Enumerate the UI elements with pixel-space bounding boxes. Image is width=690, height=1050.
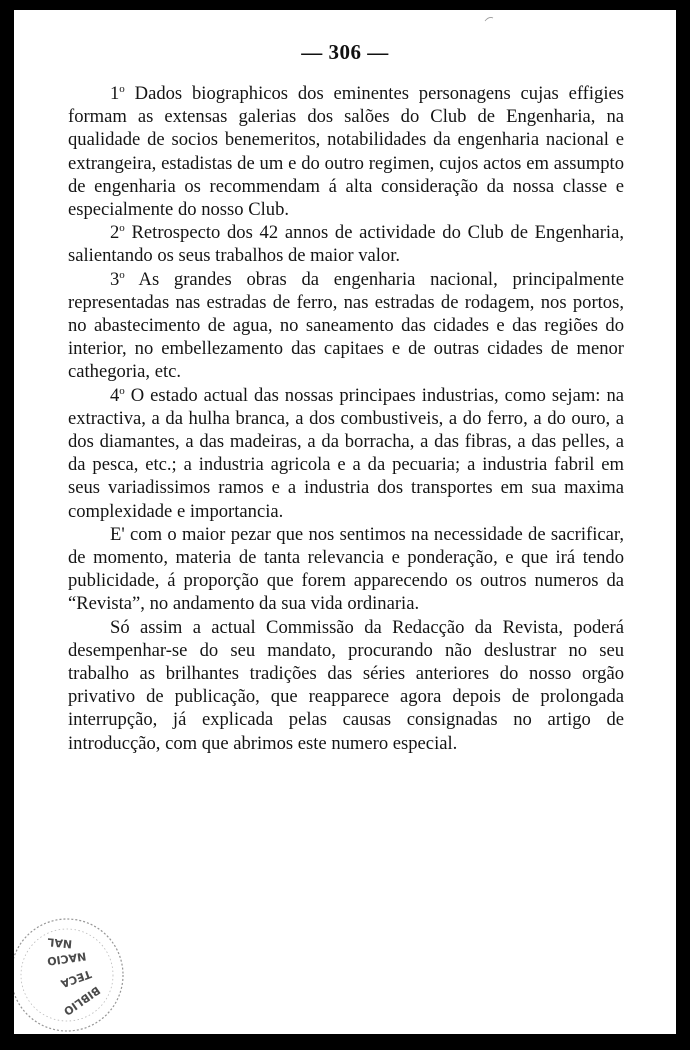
svg-text:BIBLIO: BIBLIO [61,983,103,1018]
svg-text:TECA: TECA [58,967,94,991]
svg-text:NACIO: NACIO [46,949,87,968]
ink-speck [484,16,494,22]
document-page [14,10,676,1034]
paragraph-2: 2$^o$ Retrospecto dos 42 annos de actividade do Club de Engenharia, salientando os seus trabalhos de maior valor. [68,222,624,267]
paragraph-3: 3$^o$ As grandes obras da engenharia nacional, principalmente representadas nas estradas de ferro, nas estradas de rodagem, nos portos, no abastecimento de agua, no saneamento das cidades e das regiões do interior, no embellezamento das capitaes e de outras cidades de menor cathegoria, etc. [68,268,624,383]
body-text [68,82,624,755]
paragraph-4: 4$^o$ O estado actual das nossas principaes industrias, como sejam: na extractiva, a da hulha branca, a dos combustiveis, a do ferro, a do ouro, a dos diamantes, a das madeiras, a da borracha, a das fibras, a das pelles, a da pesca, etc.; a industria agricola e a da pecuaria; a industria fabril em seus variadissimos ramos e a industria dos transportes em sua maxima complexidade e importancia. [68,384,624,522]
paragraph-5: E' com o maior pezar que nos sentimos na necessidade de sacrificar, de momento, materia de tanta relevancia e ponderação, e que irá tendo publicidade, á proporção que forem apparecendo os outros numeros da “Revista”, no andamento da sua vida ordinaria. [68,523,624,615]
paragraph-1: 1$^o$ Dados biographicos dos eminentes personagens cujas effigies formam as extensas galerias dos salões do Club de Engenharia, na qualidade de socios benemeritos, notabilidades da engenharia nacional e extrangeira, estadistas de um e do outro regimen, cujos actos em assumpto de engenharia os recommendam á alta consideração da nossa classe e especialmente do nosso Club. [68,82,624,221]
paragraph-6: Só assim a actual Commissão da Redacção da Revista, poderá desempenhar-se do seu mandato, procurando não deslustrar no seu trabalho as brilhantes tradições das séries anteriores do nosso orgão privativo de publicação, que reapparece agora depois de prolongada interrupção, já explicada pelas causas consignadas no artigo de introducção, com que abrimos este numero especial. [68,616,624,754]
library-stamp [14,910,132,1034]
svg-text:NAL: NAL [46,935,73,951]
page-number: — 306 — [301,40,389,64]
